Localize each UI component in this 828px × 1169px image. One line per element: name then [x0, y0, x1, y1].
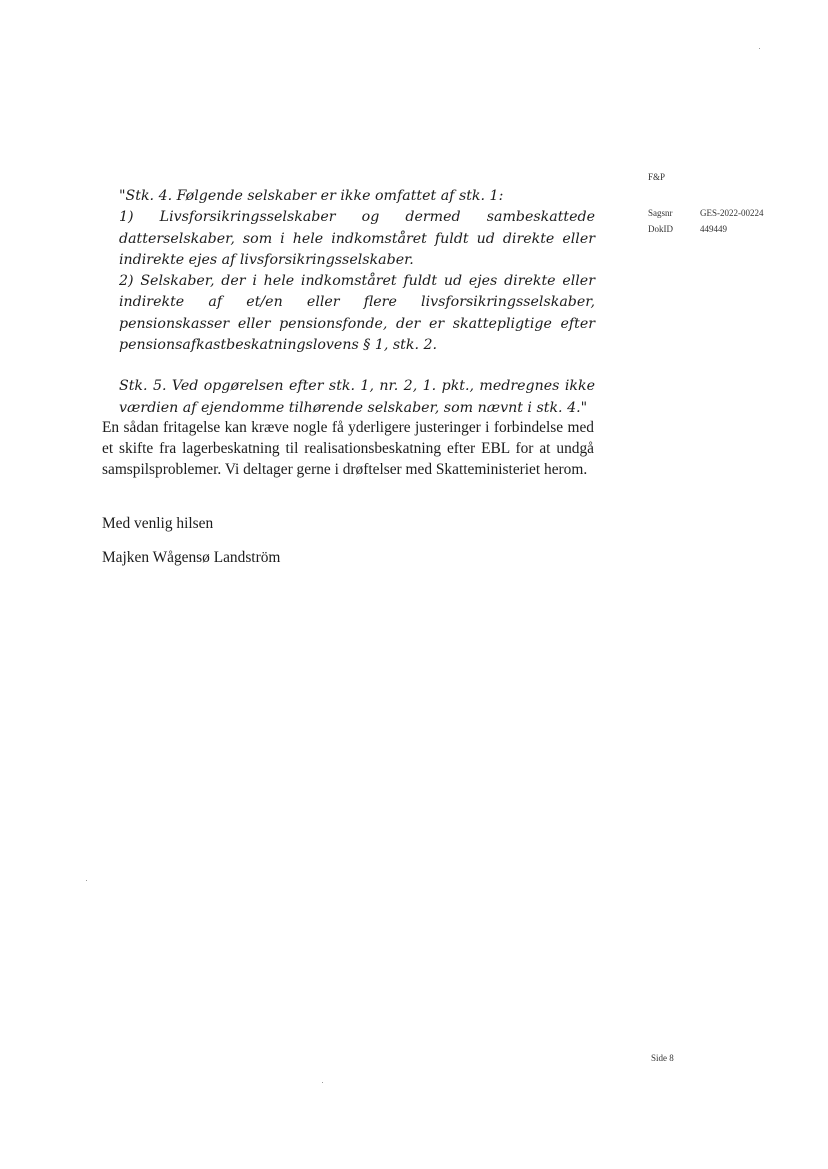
scan-speck — [322, 1082, 323, 1083]
meta-row-sagsnr — [648, 205, 818, 221]
meta-row-dokid — [648, 221, 818, 237]
law-quote — [119, 186, 595, 419]
quote-spacer — [119, 356, 595, 376]
signature-name: Majken Wågensø Landström — [102, 549, 281, 566]
scan-speck — [759, 48, 760, 49]
meta-key: DokID — [648, 224, 673, 234]
meta-value: GES-2022-00224 — [700, 208, 764, 218]
meta-value: 449449 — [700, 224, 727, 234]
closing-salutation: Med venlig hilsen — [102, 515, 214, 532]
body-text — [102, 418, 594, 480]
quote-item-2: 2) Selskaber, der i hele indkomståret fuldt ud ejes direkte eller indirekte af et/en eller flere livsforsikringsselskaber, pensionskasser eller pensionsfonde, der er skattepligtige efter pensionsafkastbeskatningslovens § 1, stk. 2. — [119, 273, 595, 354]
document-meta-panel — [648, 172, 818, 237]
org-abbreviation: F&P — [648, 172, 666, 182]
body-paragraph: En sådan fritagelse kan kræve nogle få yderligere justeringer i forbindelse med et skifte fra lagerbeskatning til realisationsbeskatning efter EBL for at undgå samspilsproblemer. Vi deltager gerne i drøftelser med Skatteministeriet herom. — [102, 419, 594, 478]
page-number: Side 8 — [651, 1053, 674, 1063]
scan-speck — [86, 880, 87, 881]
quote-stk4-heading: "Stk. 4. Følgende selskaber er ikke omfattet af stk. 1: — [119, 188, 504, 204]
meta-key: Sagsnr — [648, 208, 673, 218]
quote-stk5: Stk. 5. Ved opgørelsen efter stk. 1, nr. 2, 1. pkt., medregnes ikke værdien af ejendomme tilhørende selskaber, som nævnt i stk. 4." — [119, 378, 595, 416]
quote-item-1: 1) Livsforsikringsselskaber og dermed sambeskattede datterselskaber, som i hele indkomståret fuldt ud direkte eller indirekte ejes af livsforsikringsselskaber. — [119, 209, 595, 268]
